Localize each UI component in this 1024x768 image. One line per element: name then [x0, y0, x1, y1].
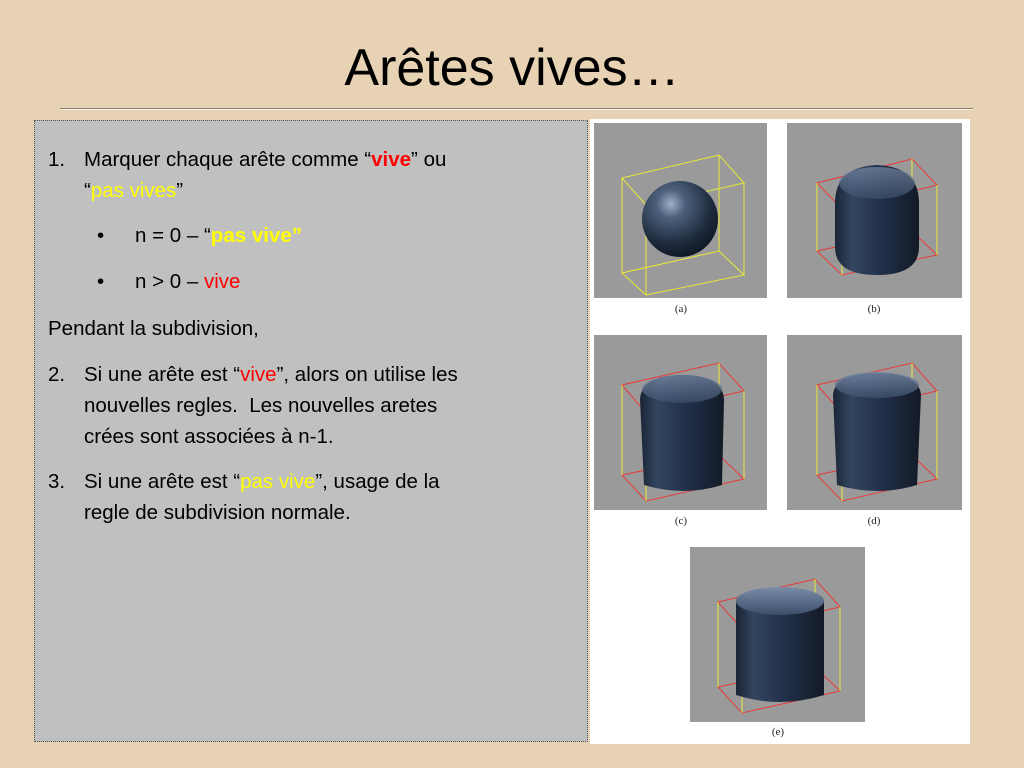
subdivision-line: Pendant la subdivision,	[48, 317, 259, 340]
bullet-item-2	[97, 266, 497, 297]
render-panel-a	[594, 123, 767, 298]
list-number: 1.	[48, 148, 66, 171]
text-segment: Si une arête est “	[84, 470, 241, 493]
text-segment: n = 0 – “	[135, 224, 211, 247]
list-item-text	[84, 144, 574, 206]
sphere-render	[594, 123, 767, 298]
keyword-pas-vives: pas vives	[90, 179, 177, 202]
list-item-3	[48, 466, 578, 528]
bullet-text	[135, 220, 302, 251]
slide-title: Arêtes vives…	[344, 39, 680, 97]
list-number: 3.	[48, 470, 66, 493]
rounded-cube-render	[787, 123, 962, 298]
text-segment: crées sont associées à n-1.	[84, 425, 334, 448]
bullet-icon: •	[97, 224, 105, 247]
caption-d: (d)	[867, 515, 881, 527]
render-panel-d	[787, 335, 962, 510]
text-segment: Si une arête est “	[84, 363, 241, 386]
text-segment: ”	[176, 179, 184, 202]
caption-b: (b)	[867, 303, 881, 315]
text-segment: ” ou	[411, 148, 447, 171]
text-segment: nouvelles regles. Les nouvelles aretes	[84, 394, 438, 417]
cylinder-render	[594, 335, 767, 510]
keyword-vive: vive	[203, 270, 241, 293]
text-segment: n > 0 –	[135, 270, 204, 293]
keyword-pas-vive: pas vive	[240, 470, 316, 493]
bullet-text	[135, 266, 240, 297]
render-panel-c	[594, 335, 767, 510]
keyword-vive: vive	[371, 148, 412, 171]
text-segment: “	[84, 179, 91, 202]
render-panel-b	[787, 123, 962, 298]
bullet-icon: •	[97, 270, 105, 293]
list-number: 2.	[48, 363, 66, 386]
subdivision-figure	[590, 119, 970, 744]
list-item-2	[48, 359, 578, 452]
cylinder-render	[787, 335, 962, 510]
list-item-1	[48, 144, 578, 206]
caption-a: (a)	[674, 303, 688, 315]
sharp-cylinder-render	[690, 547, 865, 722]
keyword-pas-vive: pas vive”	[210, 224, 302, 247]
text-segment: ”, alors on utilise les	[276, 363, 458, 386]
text-segment: Marquer chaque arête comme “	[84, 148, 372, 171]
bullet-item-1	[97, 220, 497, 251]
text-segment: ”, usage de la	[315, 470, 440, 493]
content-textbox	[34, 120, 588, 742]
caption-c: (c)	[674, 515, 688, 527]
list-item-text	[84, 466, 574, 528]
text-segment: regle de subdivision normale.	[84, 501, 351, 524]
title-divider	[60, 108, 973, 110]
list-item-text	[84, 359, 574, 452]
keyword-vive: vive	[240, 363, 277, 386]
caption-e: (e)	[771, 726, 785, 738]
render-panel-e	[690, 547, 865, 722]
